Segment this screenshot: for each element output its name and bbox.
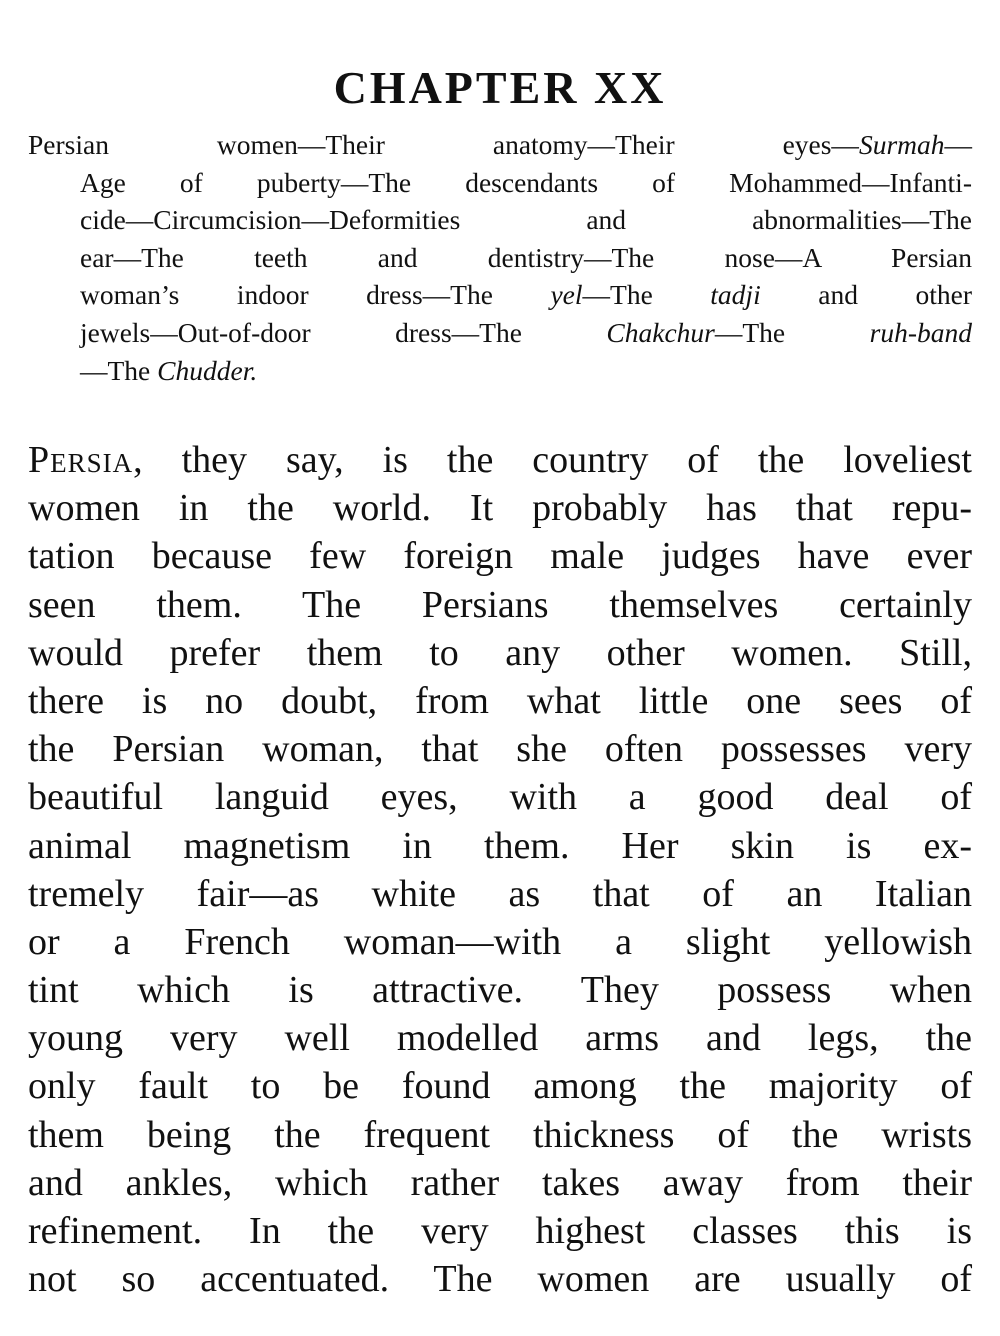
body-line: the Persian woman, that she often possesses very [28,728,972,771]
body-line: tint which is attractive. They possess when [28,969,972,1012]
argument-line [80,352,972,390]
body-line: or a French woman—with a slight yellowish [28,920,972,963]
argument-text: jewels—Out-of-door dress—The [80,316,607,348]
argument-italic-term: tadji [710,279,761,311]
argument-italic-term: Chakchur [606,316,715,348]
chapter-title: CHAPTER XX [333,61,667,113]
body-line: refinement. In the very highest classes this is [28,1210,972,1252]
body-line: and ankles, which rather takes away from their [28,1161,972,1204]
opening-word: Persia [28,439,134,481]
argument-text: Age of puberty—The descendants of Mohammed—Infanti- [80,166,972,198]
body-line: not so accentuated. The women are usually of [28,1258,972,1301]
body-line: beautiful languid eyes, with a good deal of [28,776,972,819]
argument-italic-term: Surmah [858,129,945,160]
argument-line [80,201,972,239]
argument-text: ear—The teeth and dentistry—The nose—A Persian [80,241,972,273]
argument-italic-term: yel [550,279,583,311]
body-line: there is no doubt, from what little one sees of [28,679,972,722]
body-paragraph [28,436,972,1303]
body-line: young very well modelled arms and legs, the [28,1017,972,1060]
argument-text: —The [714,316,870,348]
body-line: animal magnetism in them. Her skin is ex- [28,824,972,867]
body-line: tation because few foreign male judges have ever [28,535,972,578]
argument-text: —The [80,354,158,386]
argument-line [80,164,972,202]
body-line: them being the frequent thickness of the wrists [28,1113,972,1156]
argument-line [80,314,972,352]
body-line: seen them. The Persians themselves certainly [28,583,972,626]
argument-text: Persian women—Their anatomy—Their eyes— [28,129,859,160]
argument-line [80,276,972,314]
argument-italic-term: ruh-band [869,316,972,348]
body-line [28,436,972,484]
argument-line [80,239,972,277]
chapter-argument [28,126,972,389]
argument-text: — [944,129,972,160]
body-line: only fault to be found among the majority of [28,1065,972,1108]
argument-text: and other [760,279,972,311]
body-line: tremely fair—as white as that of an Italian [28,872,972,915]
argument-text: cide—Circumcision—Deformities and abnormalities—The [80,204,972,236]
body-line: would prefer them to any other women. Still, [28,631,972,674]
body-line: women in the world. It probably has that repu- [28,487,972,530]
body-text: , they say, is the country of the loveliest [133,439,972,481]
argument-text: woman’s indoor dress—The [80,279,551,311]
argument-italic-term: Chudder. [157,354,258,386]
argument-line [28,126,972,164]
argument-text: —The [582,279,711,311]
